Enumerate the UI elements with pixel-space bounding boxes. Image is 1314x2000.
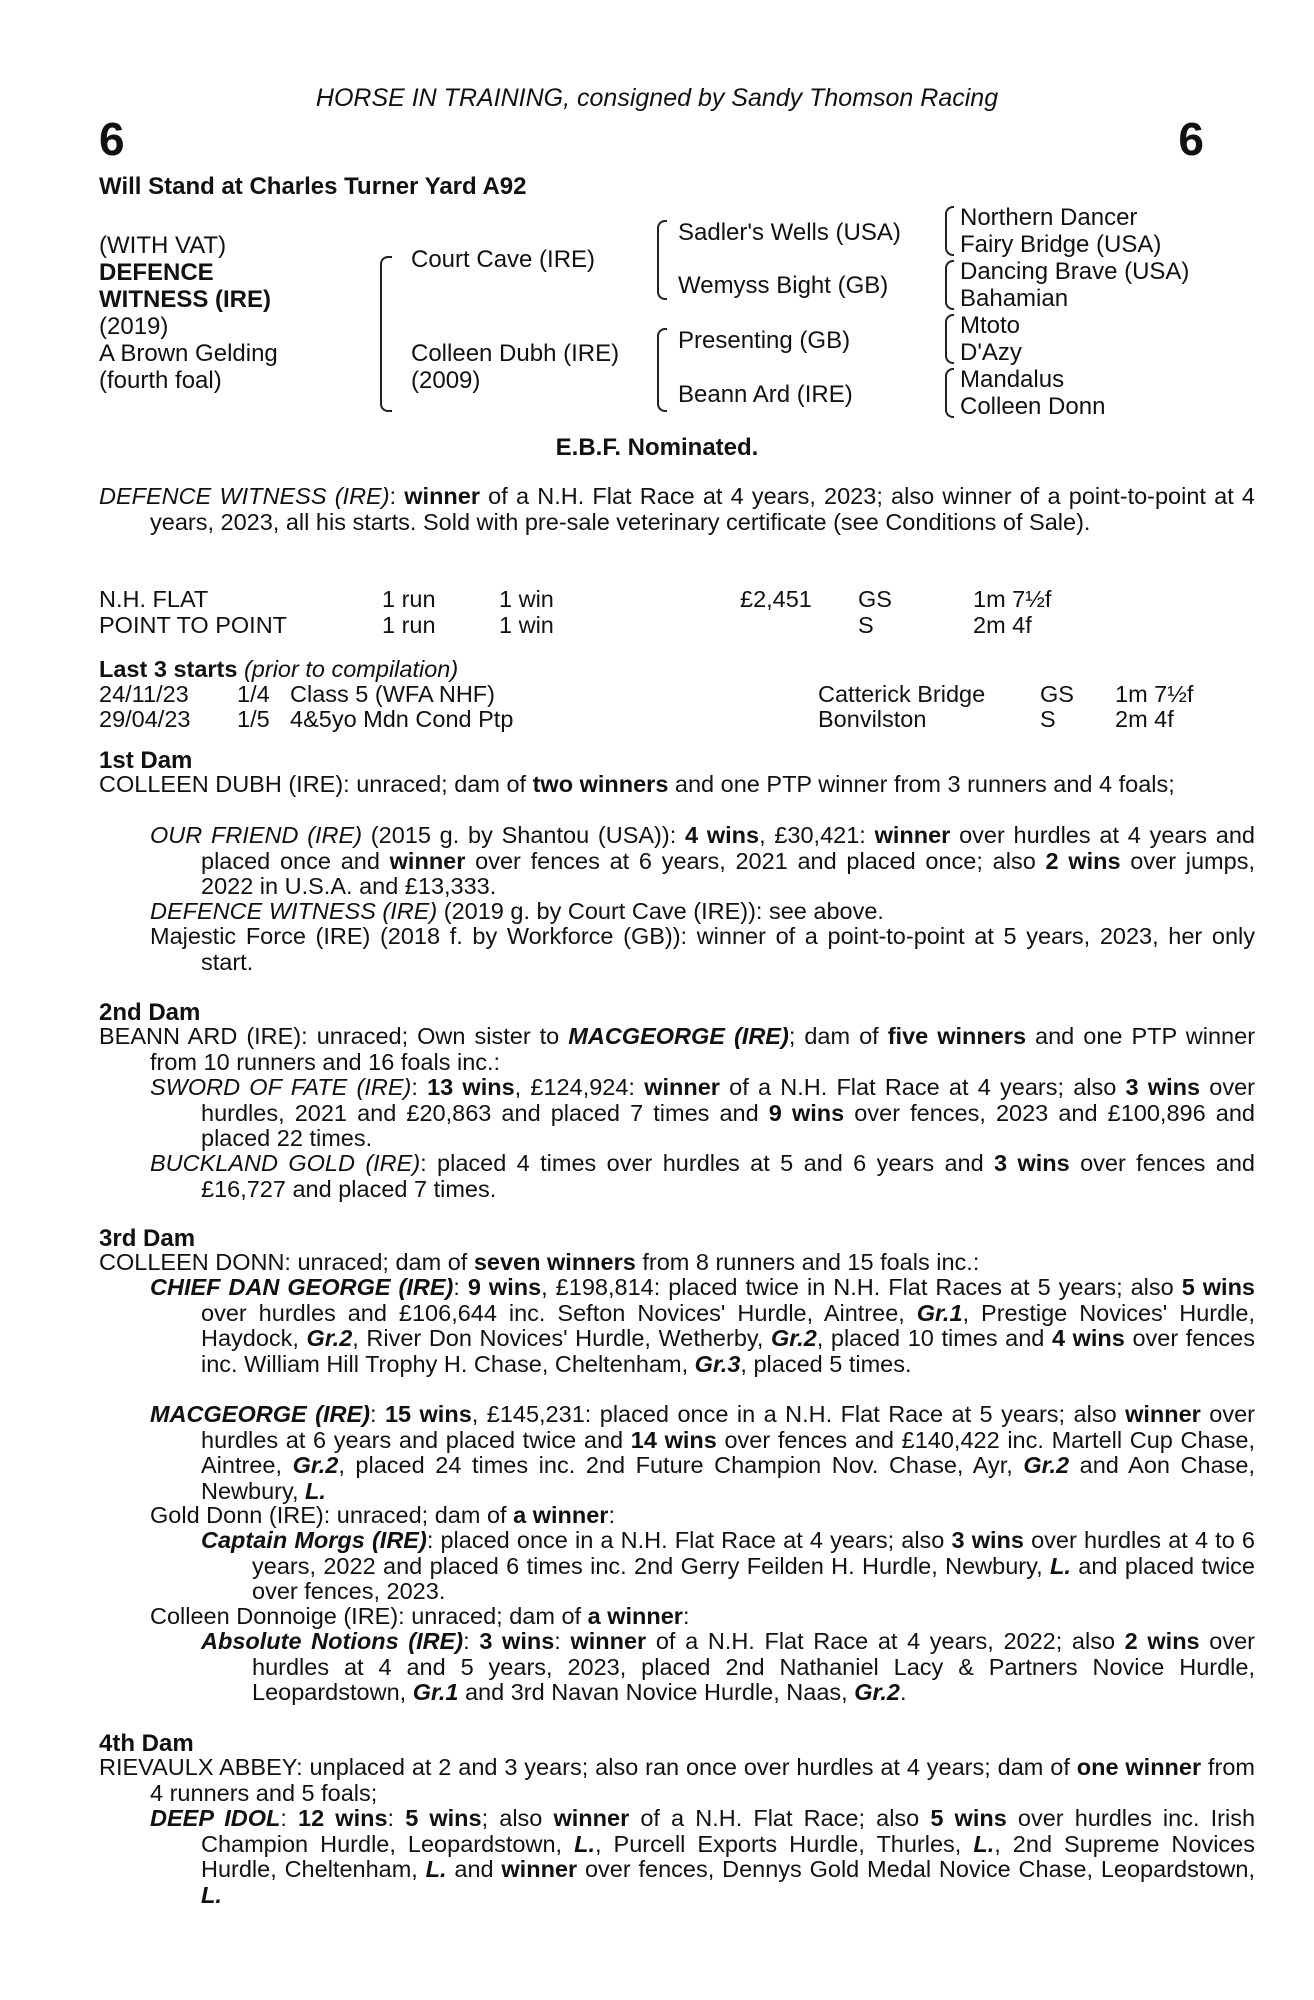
horse-identity (99, 232, 278, 394)
text-run: BEANN ARD (IRE): unraced; Own sister to (99, 1023, 569, 1049)
text-run: Gr.2 (854, 1679, 900, 1705)
start-race: Class 5 (WFA NHF) (290, 681, 495, 707)
text-run: one winner (1076, 1754, 1202, 1780)
foal-note: (fourth foal) (99, 367, 222, 394)
start-distance: 2m 4f (1115, 706, 1174, 732)
text-run: winner (389, 847, 466, 874)
text-run: Absolute Notions (IRE) (201, 1628, 464, 1654)
start-distance: 1m 7½f (1115, 681, 1194, 707)
text-run: of a N.H. Flat Race at 4 years, 2022; also (646, 1628, 1125, 1654)
produce-entry (150, 1806, 1255, 1908)
text-run: : (554, 1628, 571, 1654)
text-run: 5 wins (930, 1805, 1007, 1831)
text-run: winner (553, 1805, 630, 1831)
text-run: from 4 runners and 5 foals; (150, 1754, 1256, 1806)
text-run: : (280, 1805, 299, 1831)
text-run: Gr.2 (771, 1325, 817, 1351)
produce-entry (150, 899, 1255, 925)
text-run: , placed 5 times. (740, 1350, 912, 1377)
text-run: 5 wins (405, 1805, 482, 1831)
text-run: (2019 g. by Court Cave (IRE)): see above. (437, 898, 884, 924)
produce-entry (150, 1075, 1255, 1152)
record-going: S (858, 612, 874, 638)
text-run: over fences, 2023 and £100,896 and placed 22 times. (201, 1099, 1255, 1151)
text-run: 4 wins (685, 822, 760, 848)
text-run: MACGEORGE (IRE) (568, 1023, 789, 1049)
summary-name: DEFENCE WITNESS (IRE) (99, 483, 390, 509)
produce-entry (150, 1151, 1255, 1202)
second-dam-heading: 2nd Dam (99, 999, 201, 1026)
text-run: L. (201, 1881, 222, 1908)
text-run: , River Don Novices' Hurdle, Wetherby, (352, 1325, 772, 1351)
text-run: SWORD OF FATE (IRE) (150, 1074, 412, 1100)
lot-number-left: 6 (99, 113, 125, 165)
stand-location: Will Stand at Charles Turner Yard A92 (99, 173, 527, 200)
pedigree-sire: Court Cave (IRE) (411, 246, 596, 273)
text-run: DEEP IDOL (150, 1805, 281, 1831)
text-run: a winner (587, 1603, 683, 1629)
text-run: , £124,924: (514, 1074, 645, 1100)
horse-description: A Brown Gelding (99, 340, 278, 367)
text-run: 14 wins (630, 1426, 717, 1453)
text-run: 9 wins (768, 1099, 845, 1126)
text-run: L. (973, 1830, 995, 1857)
record-distance: 1m 7½f (973, 586, 1052, 612)
text-run: and one PTP winner from 10 runners and 16 foals inc.: (150, 1023, 1256, 1075)
horse-summary (99, 484, 1255, 535)
text-run: 3 wins (1125, 1074, 1201, 1100)
text-run: : (682, 1603, 690, 1629)
text-run: of a N.H. Flat Race at 4 years, 2023; also winner of a point-to-point at 4 years, 2023, all his starts. Sold with pre-sale veterinary certificate (see Conditions of Sale). (150, 483, 1255, 535)
produce-entry (150, 1275, 1255, 1377)
pedigree-brace (945, 368, 954, 418)
text-run: over hurdles at 6 years and placed twice and (201, 1401, 1255, 1453)
record-wins: 1 win (499, 586, 554, 612)
pedigree-brace (945, 314, 954, 364)
produce-entry (150, 823, 1255, 900)
text-run: 9 wins (467, 1274, 542, 1300)
record-distance: 2m 4f (973, 612, 1032, 638)
pedigree-brace (657, 328, 667, 412)
pedigree-dam-dam: Beann Ard (IRE) (678, 381, 853, 408)
text-run: of a N.H. Flat Race; also (629, 1805, 931, 1831)
record-runs: 1 run (382, 612, 436, 638)
pedigree-dam: Colleen Dubh (IRE) (411, 340, 620, 367)
consignor-header: HORSE IN TRAINING, consigned by Sandy Thomson Racing (315, 84, 999, 112)
text-run: , placed 24 times inc. 2nd Future Champion Nov. Chase, Ayr, (338, 1452, 1024, 1478)
text-run: over fences inc. William Hill Trophy H. Chase, Cheltenham, (201, 1325, 1255, 1377)
text-run: seven winners (473, 1249, 636, 1275)
text-run: : (463, 1628, 480, 1654)
text-run: Last 3 starts (99, 656, 238, 682)
text-run: : (608, 1502, 615, 1528)
text-run: : (387, 1805, 406, 1831)
text-run: over fences, Dennys Gold Medal Novice Chase, Leopardstown, (577, 1856, 1255, 1882)
text-run: : (389, 483, 405, 509)
text-run: 3 wins (479, 1628, 555, 1654)
produce-entry (150, 1402, 1255, 1504)
first-dam-heading: 1st Dam (99, 747, 193, 774)
text-run: COLLEEN DUBH (IRE): unraced; dam of (99, 771, 533, 797)
pedigree-sdd: Bahamian (960, 285, 1069, 312)
produce-entry: Majestic Force (IRE) (2018 f. by Workforce (GB)): winner of a point-to-point at 5 years, 2023, her only start. (150, 923, 1255, 975)
text-run: 12 wins (298, 1805, 388, 1831)
grand-produce-entry (201, 1528, 1255, 1605)
pedigree-brace (657, 220, 667, 300)
text-run: two winners (532, 771, 669, 797)
start-course: Bonvilston (818, 706, 927, 732)
text-run: 3 wins (994, 1150, 1070, 1176)
pedigree-dss: Mtoto (960, 312, 1021, 339)
text-run: over fences and £140,422 inc. Martell Cup Chase, Aintree, (201, 1426, 1255, 1478)
text-run: MACGEORGE (IRE) (150, 1401, 370, 1427)
vat-note: (WITH VAT) (99, 232, 227, 259)
text-run: 3 wins (951, 1527, 1024, 1553)
first-dam-entry (99, 772, 1255, 798)
start-going: GS (1040, 681, 1074, 707)
pedigree-ddd: Colleen Donn (960, 393, 1106, 420)
text-run: DEFENCE WITNESS (IRE) (150, 898, 438, 924)
pedigree-sds: Dancing Brave (USA) (960, 258, 1190, 285)
text-run: winner (1125, 1401, 1201, 1427)
text-run: : placed once in a N.H. Flat Race at 4 years; also (426, 1527, 952, 1553)
text-run: : placed 4 times over hurdles at 5 and 6 years and (420, 1150, 995, 1176)
record-wins: 1 win (499, 612, 554, 638)
text-run: RIEVAULX ABBEY: unplaced at 2 and 3 years; also ran once over hurdles at 4 years; dam of (99, 1754, 1077, 1780)
text-run: L. (1050, 1552, 1071, 1579)
text-run: Gr.3 (694, 1350, 741, 1377)
text-run: . (899, 1679, 907, 1705)
text-run: over hurdles at 4 to 6 years, 2022 and placed 6 times inc. 2nd Gerry Feilden H. Hurdle, Newbury, (252, 1527, 1255, 1579)
text-run: Gr.2 (1023, 1452, 1070, 1478)
start-going: S (1040, 706, 1056, 732)
text-run: winner (644, 1074, 720, 1100)
text-run: Gr.2 (292, 1452, 339, 1478)
text-run: CHIEF DAN GEORGE (IRE) (150, 1274, 454, 1300)
text-run: 5 wins (1181, 1274, 1255, 1300)
start-position: 1/5 (237, 706, 270, 732)
fourth-dam-heading: 4th Dam (99, 1730, 194, 1757)
horse-name-line1: DEFENCE (99, 259, 214, 286)
text-run: L. (305, 1477, 326, 1504)
text-run: over fences and £16,727 and placed 7 times. (201, 1150, 1255, 1202)
text-run: Colleen Donnoige (IRE): unraced; dam of (150, 1603, 588, 1629)
text-run: , placed 10 times and (816, 1325, 1052, 1351)
text-run: five winners (887, 1023, 1027, 1049)
second-dam-entry (99, 1024, 1255, 1075)
text-run: Gr.1 (916, 1299, 963, 1326)
text-run: , Prestige Novices' Hurdle, Haydock, (201, 1299, 1255, 1351)
text-run: and 3rd Navan Novice Hurdle, Naas, (458, 1679, 855, 1705)
lot-number-right: 6 (1178, 113, 1204, 165)
horse-year: (2019) (99, 313, 169, 340)
pedigree-dds: Mandalus (960, 366, 1065, 393)
text-run: winner (570, 1628, 647, 1654)
text-run: and one PTP winner from 3 runners and 4 foals; (668, 771, 1175, 797)
text-run: L. (425, 1856, 447, 1882)
text-run: Gold Donn (IRE): unraced; dam of (150, 1502, 514, 1528)
pedigree-sire-dam: Wemyss Bight (GB) (678, 272, 889, 299)
text-run: (prior to compilation) (237, 656, 459, 682)
third-dam-entry (99, 1250, 1255, 1276)
text-run: L. (574, 1830, 595, 1857)
text-run: : (411, 1074, 428, 1100)
grand-produce-entry (201, 1629, 1255, 1706)
text-run: 15 wins (384, 1401, 472, 1427)
pedigree-sss: Northern Dancer (960, 204, 1138, 231)
text-run: 2 wins (1045, 847, 1121, 874)
text-run: 4 wins (1051, 1325, 1125, 1351)
text-run: , £30,421: (759, 822, 875, 848)
record-runs: 1 run (382, 586, 436, 612)
text-run: and (446, 1856, 502, 1882)
text-run: Gr.2 (306, 1325, 353, 1351)
start-date: 24/11/23 (99, 681, 189, 707)
text-run: (2015 g. by Shantou (USA)): (362, 822, 685, 848)
text-run: 2 wins (1124, 1628, 1200, 1654)
record-prize: £2,451 (740, 586, 812, 612)
record-type: POINT TO POINT (99, 612, 288, 638)
text-run: Gr.1 (412, 1679, 459, 1705)
record-going: GS (858, 586, 892, 612)
text-run: BUCKLAND GOLD (IRE) (150, 1150, 421, 1176)
text-run: winner (874, 822, 951, 848)
start-course: Catterick Bridge (818, 681, 986, 707)
text-run: : (453, 1274, 468, 1300)
pedigree-brace (945, 206, 954, 256)
produce-entry (150, 1604, 1255, 1630)
pedigree-dam-year: (2009) (411, 367, 481, 394)
text-run: and Aon Chase, Newbury, (201, 1452, 1255, 1504)
text-run: winner (501, 1856, 578, 1882)
pedigree-brace (945, 260, 954, 310)
text-run: , Purcell Exports Hurdle, Thurles, (595, 1830, 974, 1857)
start-position: 1/4 (237, 681, 270, 707)
text-run: and placed twice over fences, 2023. (252, 1552, 1255, 1604)
text-run: over hurdles, 2021 and £20,863 and placed 7 times and (201, 1074, 1256, 1126)
start-date: 29/04/23 (99, 706, 191, 732)
last-starts-heading (99, 656, 458, 683)
text-run: : (369, 1401, 385, 1427)
record-type: N.H. FLAT (99, 586, 209, 612)
pedigree-sire-sire: Sadler's Wells (USA) (678, 219, 901, 246)
text-run: ; also (481, 1805, 554, 1831)
text-run: over hurdles and £106,644 inc. Sefton Novices' Hurdle, Aintree, (201, 1299, 917, 1326)
text-run: OUR FRIEND (IRE) (150, 822, 363, 848)
start-race: 4&5yo Mdn Cond Ptp (290, 706, 514, 732)
text-run: 13 wins (427, 1074, 515, 1100)
text-run: of a N.H. Flat Race at 4 years; also (719, 1074, 1126, 1100)
text-run: ; dam of (788, 1023, 888, 1049)
text-run: , £145,231: placed once in a N.H. Flat Race at 5 years; also (471, 1401, 1126, 1427)
text-run: over hurdles inc. Irish Champion Hurdle, Leopardstown, (201, 1805, 1256, 1857)
text-run: COLLEEN DONN: unraced; dam of (99, 1249, 474, 1275)
fourth-dam-entry (99, 1755, 1255, 1806)
text-run: , £198,814: placed twice in N.H. Flat Races at 5 years; also (541, 1274, 1182, 1300)
third-dam-heading: 3rd Dam (99, 1225, 196, 1252)
text-run: over fences at 6 years, 2021 and placed once; also (465, 847, 1046, 874)
ebf-nomination: E.B.F. Nominated. (555, 434, 759, 461)
text-run: over hurdles at 4 years and placed once and (201, 822, 1256, 874)
pedigree-dsd: D'Azy (960, 339, 1022, 366)
text-run: winner (404, 483, 480, 509)
pedigree-brace (380, 256, 392, 412)
text-run: over hurdles at 4 and 5 years, 2023, placed 2nd Nathaniel Lacy & Partners Novice Hurdle, Leopardstown, (252, 1628, 1256, 1705)
text-run: Captain Morgs (IRE) (201, 1527, 427, 1553)
pedigree-ssd: Fairy Bridge (USA) (960, 231, 1162, 258)
horse-name-line2: WITNESS (IRE) (99, 286, 271, 313)
pedigree-dam-sire: Presenting (GB) (678, 327, 851, 354)
text-run: from 8 runners and 15 foals inc.: (635, 1249, 980, 1275)
text-run: a winner (513, 1502, 609, 1528)
text-run: , 2nd Supreme Novices Hurdle, Cheltenham, (201, 1830, 1255, 1882)
produce-entry (150, 1503, 1255, 1529)
text-run: over jumps, 2022 in U.S.A. and £13,333. (201, 847, 1255, 899)
